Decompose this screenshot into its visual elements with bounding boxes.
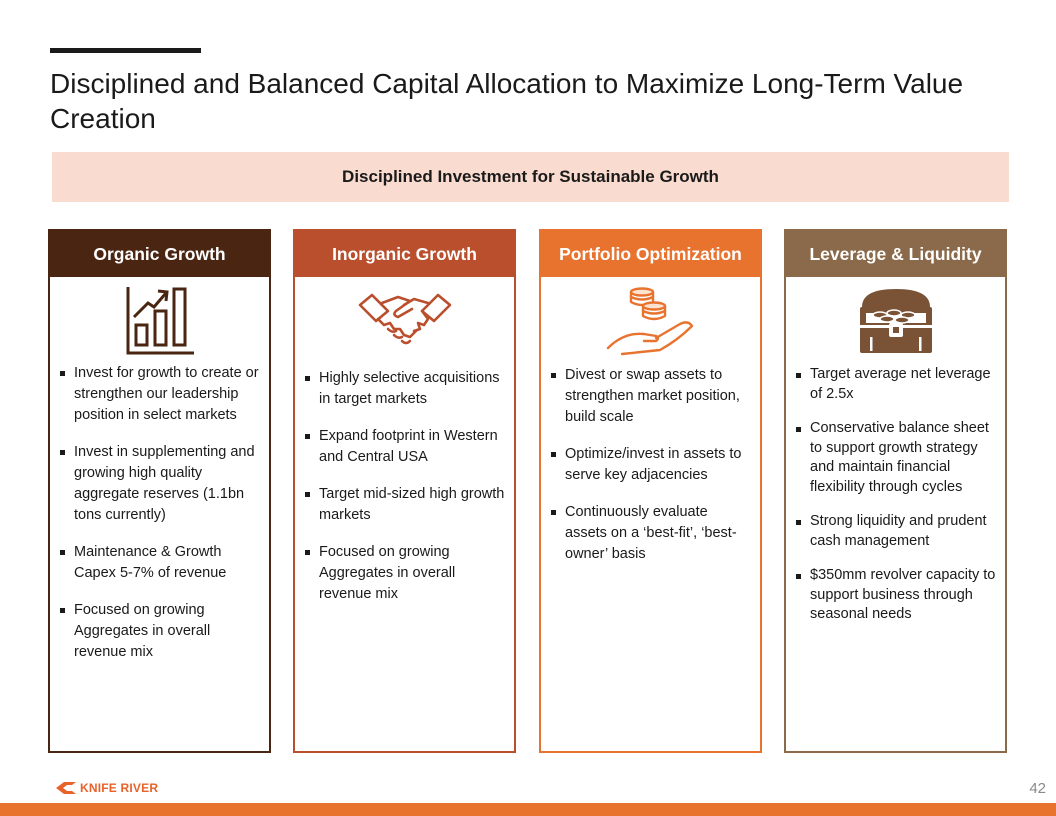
column-header: Leverage & Liquidity bbox=[786, 231, 1005, 277]
growth-chart-icon bbox=[124, 285, 196, 357]
list-item: Target average net leverage of 2.5x bbox=[796, 365, 997, 404]
column-inorganic-growth bbox=[293, 229, 516, 753]
column-header: Organic Growth bbox=[50, 231, 269, 277]
treasure-chest-icon bbox=[856, 285, 936, 357]
column-leverage-liquidity bbox=[784, 229, 1007, 753]
page-number: 42 bbox=[1029, 780, 1046, 797]
column-header: Portfolio Optimization bbox=[541, 231, 760, 277]
list-item: Focused on growing Aggregates in overall revenue mix bbox=[305, 542, 506, 605]
list-item: Highly selective acquisitions in target markets bbox=[305, 368, 506, 410]
banner: Disciplined Investment for Sustainable Growth bbox=[52, 152, 1009, 202]
hand-coins-icon bbox=[604, 284, 698, 358]
logo-text: KNIFE RIVER bbox=[80, 781, 159, 795]
list-item: Invest for growth to create or strengthen our leadership position in select markets bbox=[60, 363, 261, 426]
list-item: $350mm revolver capacity to support business through seasonal needs bbox=[796, 566, 997, 625]
list-item: Divest or swap assets to strengthen market position, build scale bbox=[551, 365, 752, 428]
company-logo bbox=[56, 781, 158, 795]
title-rule bbox=[50, 48, 201, 53]
knife-river-logo-icon bbox=[56, 782, 76, 794]
column-organic-growth bbox=[48, 229, 271, 753]
list-item: Optimize/invest in assets to serve key adjacencies bbox=[551, 444, 752, 486]
page-title: Disciplined and Balanced Capital Allocation to Maximize Long-Term Value Creation bbox=[50, 68, 964, 134]
list-item: Target mid-sized high growth markets bbox=[305, 484, 506, 526]
list-item: Continuously evaluate assets on a ‘best-fit’, ‘best-owner’ basis bbox=[551, 502, 752, 565]
list-item: Maintenance & Growth Capex 5-7% of revenue bbox=[60, 542, 261, 584]
list-item: Conservative balance sheet to support growth strategy and maintain financial flexibility through cycles bbox=[796, 419, 997, 497]
column-header: Inorganic Growth bbox=[295, 231, 514, 277]
list-item: Expand footprint in Western and Central USA bbox=[305, 426, 506, 468]
list-item: Focused on growing Aggregates in overall revenue mix bbox=[60, 600, 261, 663]
list-item: Strong liquidity and prudent cash management bbox=[796, 512, 997, 551]
footer-bar bbox=[0, 803, 1056, 816]
list-item: Invest in supplementing and growing high quality aggregate reserves (1.1bn tons currently) bbox=[60, 442, 261, 526]
handshake-icon bbox=[358, 289, 452, 353]
column-portfolio-optimization bbox=[539, 229, 762, 753]
